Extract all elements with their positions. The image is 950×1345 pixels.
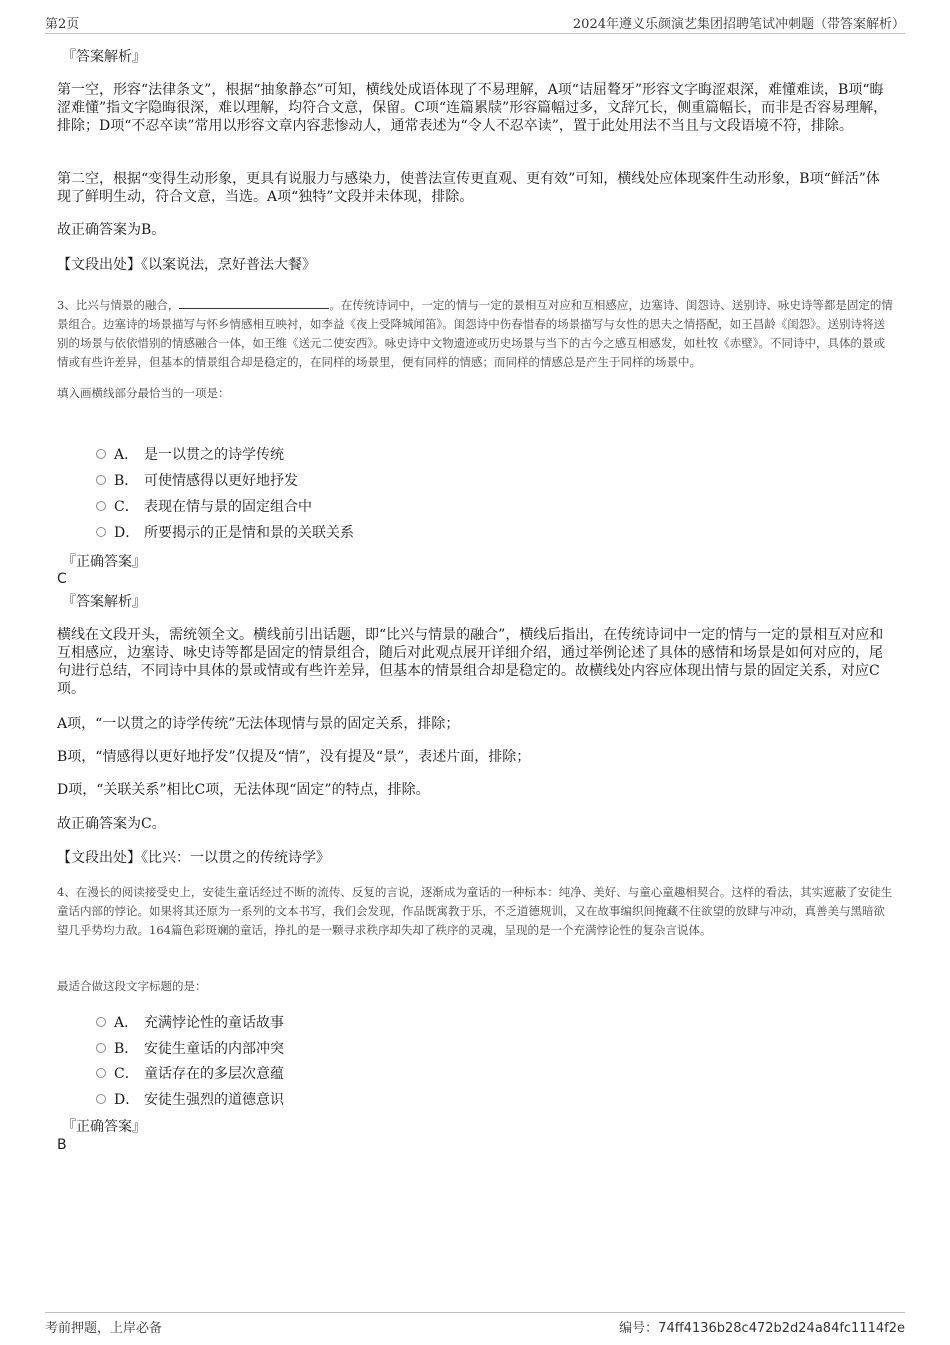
option-letter: C． <box>114 1066 139 1082</box>
radio-icon[interactable] <box>96 527 106 537</box>
analysis-paragraph: 第一空，形容“法律条文”，根据“抽象静态”可知，横线处成语体现了不易理解，A项“诘屈聱牙”形容文字晦涩艰深，难懂难读，B项“晦涩难懂”指文字隐晦很深，难以理解，均符合文意，保留。C项“连篇累牍”形容篇幅过多，文辞冗长，侧重篇幅长，而非是否容易理解，排除；D项“不忍卒读”常用以形容文章内容悲惨动人，通常表述为“令人不忍卒读”，置于此处用法不当且与文段语境不符，排除。 <box>57 82 888 134</box>
option-d[interactable] <box>96 1091 284 1109</box>
source-citation: 【文段出处】《以案说法，烹好普法大餐》 <box>57 257 316 273</box>
question-prompt: 最适合做这段文字标题的是： <box>57 979 207 993</box>
option-a[interactable] <box>96 1014 284 1032</box>
radio-icon[interactable] <box>96 1094 106 1104</box>
source-citation: 【文段出处】《比兴：一以贯之的传统诗学》 <box>57 850 330 866</box>
document-title: 2024年遵义乐颜演艺集团招聘笔试冲刺题（带答案解析） <box>572 17 905 32</box>
option-letter: A． <box>114 1015 139 1031</box>
option-b[interactable] <box>96 1040 284 1058</box>
radio-icon[interactable] <box>96 1043 106 1053</box>
analysis-paragraph: 第二空，根据“变得生动形象，更具有说服力与感染力，使普法宣传更直观、更有效”可知，横线处应体现案件生动形象，B项“鲜活”体现了鲜明生动，符合文意，当选。A项“独特”文段并未体现，排除。 <box>57 171 880 205</box>
correct-answer: C <box>57 571 67 587</box>
correct-answer-label: 『正确答案』 <box>62 1119 146 1135</box>
option-text: 安徒生强烈的道德意识 <box>144 1092 284 1108</box>
option-a[interactable] <box>96 446 284 464</box>
analysis-option-d: D项，“关联关系”相比C项，无法体现“固定”的特点，排除。 <box>57 782 430 798</box>
analysis-label: 『答案解析』 <box>62 49 146 65</box>
question-stem <box>57 296 895 372</box>
option-letter: C． <box>114 499 139 515</box>
radio-icon[interactable] <box>96 1068 106 1078</box>
option-c[interactable] <box>96 498 312 516</box>
option-text: 童话存在的多层次意蕴 <box>144 1066 284 1082</box>
option-b[interactable] <box>96 472 298 490</box>
fill-blank-line <box>179 296 329 309</box>
option-d[interactable] <box>96 524 354 542</box>
radio-icon[interactable] <box>96 475 106 485</box>
question-stem-rest: 。在传统诗词中，一定的情与一定的景相互对应和互相感应，边塞诗、闺怨诗、送别诗、咏史诗等都是固定的情景组合。边塞诗的场景描写与怀乡情感相互映衬，如李益《夜上受降城闻笛》。闺怨诗中伤春惜春的场景描写与女性的思夫之情搭配，如王昌龄《闺怨》。送别诗将送别的场景与依依惜别的情感融合一体，如王维《送元二使安西》。咏史诗中文物遗迹或历史场景与当下的古今之感互相感发，如杜牧《赤壁》。不同诗中，具体的景或情或有些许差异，但基本的情景组合却是稳定的，在同样的场景里，便有同样的情感；而同样的情感总是产生于同样的场景中。 <box>57 298 893 369</box>
code-label: 编号： <box>619 1321 659 1336</box>
answer-conclusion: 故正确答案为B。 <box>57 222 166 238</box>
radio-icon[interactable] <box>96 1017 106 1027</box>
option-text: 安徒生童话的内部冲突 <box>144 1041 284 1057</box>
option-text: 是一以贯之的诗学传统 <box>144 447 284 463</box>
page-header <box>45 13 905 34</box>
analysis-paragraph: 横线在文段开头，需统领全文。横线前引出话题，即“比兴与情景的融合”，横线后指出，在传统诗词中一定的情与一定的景相互对应和互相感应，边塞诗、咏史诗等都是固定的情景组合，随后对此观点展开详细介绍，通过举例论述了具体的感情和场景是如何对应的，尾句进行总结，不同诗中具体的景或情或有些许差异，但基本的情景组合却是稳定的。故横线处内容应体现出情与景的固定关系，对应C项。 <box>57 627 884 697</box>
option-text: 充满悖论性的童话故事 <box>144 1015 284 1031</box>
page-footer <box>45 1312 905 1335</box>
page-number: 第2页 <box>45 17 80 32</box>
option-text: 所要揭示的正是情和景的关联关系 <box>144 525 354 541</box>
correct-answer-label: 『正确答案』 <box>62 554 146 570</box>
option-letter: B． <box>114 1041 139 1057</box>
question-stem-start: 3、比兴与情景的融合， <box>57 298 180 312</box>
document-code <box>619 1317 905 1336</box>
code-value: 74ff4136b28c472b2d24a84fc1114f2e <box>658 1321 905 1336</box>
option-text: 表现在情与景的固定组合中 <box>144 499 312 515</box>
radio-icon[interactable] <box>96 449 106 459</box>
option-letter: D． <box>114 1092 140 1108</box>
question-stem: 4、在漫长的阅读接受史上，安徒生童话经过不断的流传、反复的言说，逐渐成为童话的一种标本：纯净、美好、与童心童趣相契合。这样的看法，其实遮蔽了安徒生童话内部的悖论。如果将其还原为一系列的文本书写，我们会发现，作品既寓教于乐，不乏道德规训，又在故事编织间掩藏不住欲望的放肆与冲动，真善美与黑暗欲望几乎势均力敌。164篇色彩斑斓的童话，挣扎的是一颗寻求秩序却失却了秩序的灵魂，呈现的是一个充满悖论性的复杂言说体。 <box>57 885 893 937</box>
analysis-label: 『答案解析』 <box>62 594 146 610</box>
footer-slogan: 考前押题，上岸必备 <box>45 1321 163 1336</box>
option-letter: D． <box>114 525 140 541</box>
question-prompt: 填入画横线部分最恰当的一项是： <box>57 386 230 400</box>
radio-icon[interactable] <box>96 501 106 511</box>
analysis-option-a: A项，“一以贯之的诗学传统”无法体现情与景的固定关系，排除； <box>57 716 460 732</box>
correct-answer: B <box>57 1137 67 1153</box>
option-c[interactable] <box>96 1065 284 1083</box>
analysis-option-b: B项，“情感得以更好地抒发”仅提及“情”，没有提及“景”，表述片面，排除； <box>57 749 531 765</box>
option-text: 可使情感得以更好地抒发 <box>144 473 298 489</box>
option-letter: A． <box>114 447 139 463</box>
answer-conclusion: 故正确答案为C。 <box>57 816 166 832</box>
option-letter: B． <box>114 473 139 489</box>
